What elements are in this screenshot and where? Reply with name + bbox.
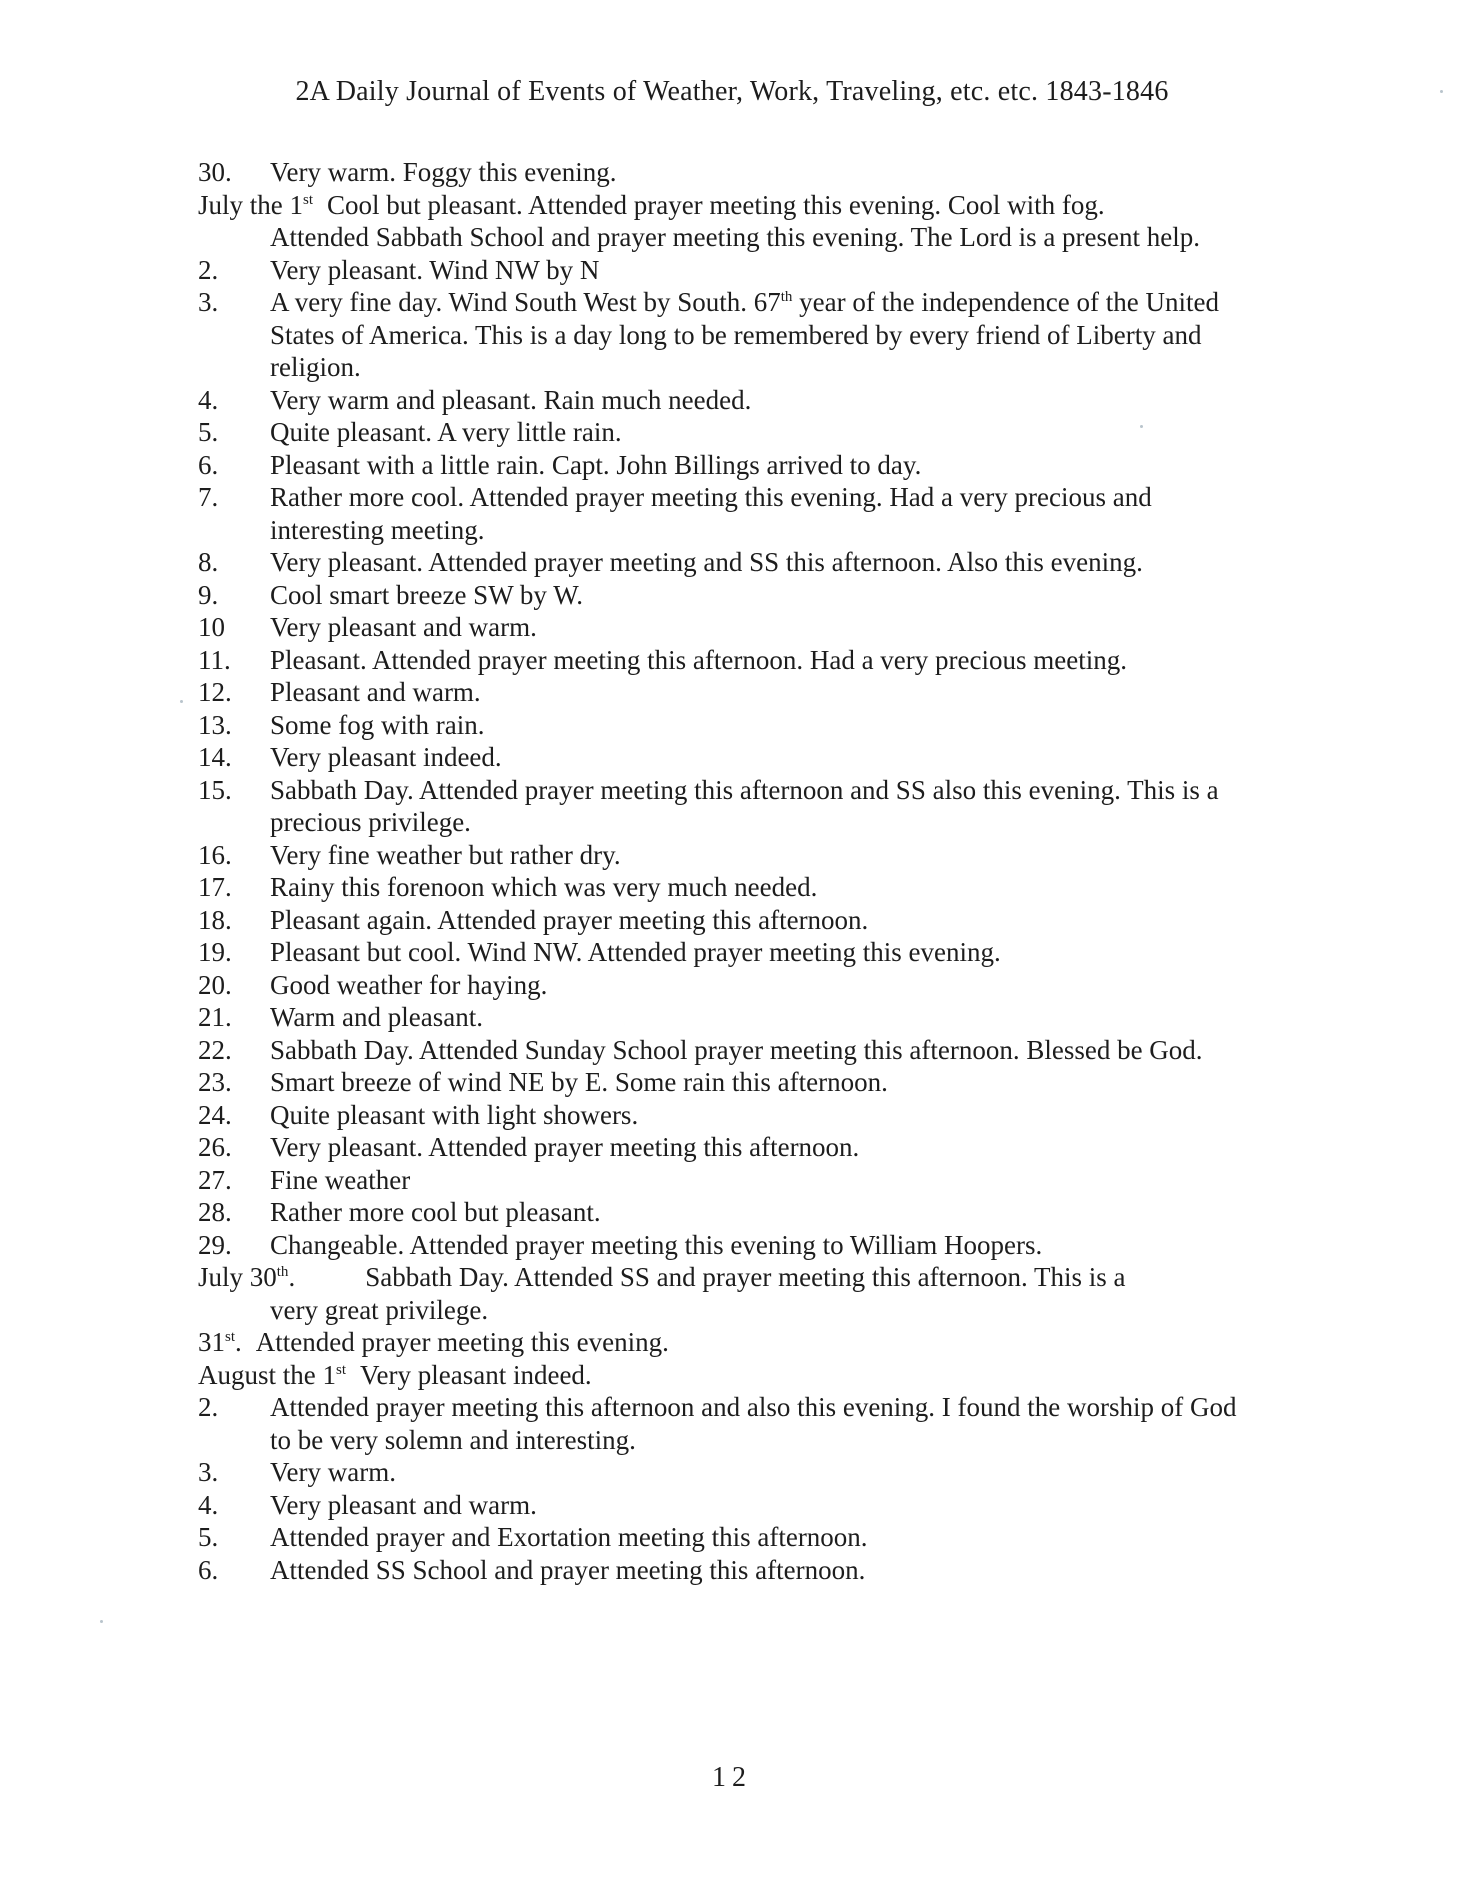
entry-text: Fine weather: [270, 1164, 411, 1195]
entry-august-5: [198, 1521, 1238, 1554]
entry-label: 13.: [198, 709, 232, 740]
entry-july-8: [198, 546, 1238, 579]
entry-august-1: [198, 1359, 1238, 1392]
entry-label: 11.: [198, 644, 231, 675]
entry-text: Very pleasant. Attended prayer meeting this afternoon.: [270, 1132, 860, 1162]
entry-text: Very warm.: [270, 1457, 396, 1487]
entry-july-17: [198, 871, 1238, 904]
entry-text: Very pleasant. Attended prayer meeting and SS this afternoon. Also this evening.: [270, 547, 1143, 577]
entry-text: Attended SS School and prayer meeting this afternoon.: [270, 1554, 866, 1585]
scan-speck: [1140, 425, 1143, 428]
entry-july-27: [198, 1164, 1238, 1197]
entry-july-18: [198, 904, 1238, 937]
entry-text: Warm and pleasant.: [270, 1002, 483, 1032]
entry-label: 4.: [198, 1489, 219, 1520]
entry-label: [198, 1360, 346, 1390]
entry-label: 17.: [198, 872, 232, 902]
entry-july-29: [198, 1229, 1238, 1262]
entry-july-11: [198, 644, 1238, 677]
entry-july-22: [198, 1034, 1238, 1067]
entry-july-13: [198, 709, 1238, 742]
entry-text: Very pleasant indeed.: [360, 1359, 592, 1390]
entry-label: 23.: [198, 1067, 232, 1097]
entry-label: [198, 1327, 242, 1357]
entry-text: Cool smart breeze SW by W.: [270, 579, 583, 610]
entry-text: Changeable. Attended prayer meeting this evening to William Hoopers.: [270, 1229, 1043, 1260]
entry-label: 7.: [198, 482, 219, 512]
entry-text: A very fine day. Wind South West by South. 67: [270, 287, 781, 317]
entry-text: Attended prayer meeting this evening.: [255, 1327, 669, 1357]
entry-july-15: [198, 774, 1238, 839]
entry-label-sup: st: [303, 191, 314, 208]
entry-label: 26.: [198, 1132, 232, 1162]
entry-july-2: [198, 254, 1238, 287]
entry-label: 6.: [198, 1554, 219, 1585]
entry-july-26: [198, 1131, 1238, 1164]
entry-text: Pleasant but cool. Wind NW. Attended prayer meeting this evening.: [270, 937, 1001, 967]
entry-july-31: [198, 1326, 1238, 1359]
entry-august-2: [198, 1391, 1238, 1456]
scan-speck: [180, 700, 183, 703]
entry-text: Good weather for haying.: [270, 969, 548, 1000]
entry-label-sup: st: [336, 1361, 347, 1378]
entry-text-rest: year of the independence of the United States of America. This is a day long to be remembered by every friend of Liberty and religion.: [270, 287, 1219, 382]
scan-speck: [1440, 90, 1443, 93]
entry-july-9: [198, 579, 1238, 612]
entry-label: 16.: [198, 839, 232, 870]
entry-label: 12.: [198, 677, 232, 707]
page-title: 2A Daily Journal of Events of Weather, Work, Traveling, etc. etc. 1843-1846: [295, 76, 1169, 107]
entry-label: 30.: [198, 157, 232, 187]
entry-label: 5.: [198, 417, 219, 447]
entry-july-19: [198, 936, 1238, 969]
entry-label: [198, 1262, 295, 1292]
entry-july-3: [198, 286, 1238, 384]
entry-text: Sabbath Day. Attended prayer meeting this afternoon and SS also this evening. This is a precious privilege.: [270, 774, 1219, 837]
entry-label-sup: st: [225, 1329, 236, 1345]
entry-text: Sabbath Day. Attended SS and prayer meeting this afternoon. This is a: [365, 1262, 1126, 1292]
entry-text: Pleasant again. Attended prayer meeting this afternoon.: [270, 904, 869, 935]
entry-text: Very pleasant and warm.: [270, 612, 537, 642]
entry-label: 3.: [198, 1457, 219, 1487]
entry-label: [198, 190, 313, 220]
entry-july-16: [198, 839, 1238, 872]
entry-text: Rainy this forenoon which was very much needed.: [270, 872, 818, 902]
entry-label: 18.: [198, 904, 232, 935]
entry-text: Sabbath Day. Attended Sunday School prayer meeting this afternoon. Blessed be God.: [270, 1034, 1203, 1065]
entry-text: Quite pleasant with light showers.: [270, 1099, 639, 1130]
entry-label: 8.: [198, 547, 219, 577]
entry-text: Very warm. Foggy this evening.: [270, 157, 617, 187]
scan-speck: [100, 1620, 103, 1623]
entry-label: 9.: [198, 579, 219, 610]
entry-text: Smart breeze of wind NE by E. Some rain this afternoon.: [270, 1067, 888, 1097]
entry-label: 27.: [198, 1164, 232, 1195]
entry-text: Quite pleasant. A very little rain.: [270, 417, 622, 447]
entry-label: 6.: [198, 449, 219, 480]
page-number: 12: [712, 1762, 752, 1793]
entry-label-suffix: .: [235, 1327, 242, 1357]
entry-continuation: Attended Sabbath School and prayer meeting this evening. The Lord is a present help.: [270, 222, 1201, 252]
entry-july-4: [198, 384, 1238, 417]
entry-label: 20.: [198, 969, 232, 1000]
entry-label: 3.: [198, 287, 219, 317]
entry-august-4: [198, 1489, 1238, 1522]
entry-july-10: [198, 611, 1238, 644]
entry-label-suffix: .: [288, 1262, 296, 1292]
entry-july-23: [198, 1066, 1238, 1099]
entry-july-7: [198, 481, 1238, 546]
entry-label: 2.: [198, 254, 219, 285]
entry-label-text: July 30: [198, 1262, 277, 1292]
entry-text: Attended prayer meeting this afternoon and also this evening. I found the worship of God to be very solemn and interesting.: [270, 1392, 1237, 1455]
entry-label-text: July the 1: [198, 189, 303, 220]
entry-text: Pleasant. Attended prayer meeting this afternoon. Had a very precious meeting.: [270, 644, 1127, 675]
entry-text: Very pleasant indeed.: [270, 742, 502, 772]
entry-label: 19.: [198, 937, 232, 967]
entry-july-12: [198, 676, 1238, 709]
entry-june-30: [198, 156, 1238, 189]
entry-label: 28.: [198, 1197, 232, 1227]
entry-continuation: very great privilege.: [270, 1294, 489, 1325]
entry-label: 22.: [198, 1034, 232, 1065]
entry-july-21: [198, 1001, 1238, 1034]
entry-label: 10: [198, 612, 225, 642]
entry-text: Some fog with rain.: [270, 709, 485, 740]
entry-july-30: [198, 1261, 1238, 1326]
entry-text-sup: th: [780, 289, 793, 305]
entry-label: 21.: [198, 1002, 232, 1032]
entry-july-14: [198, 741, 1238, 774]
entry-label: 29.: [198, 1229, 232, 1260]
entry-text: Pleasant and warm.: [270, 677, 481, 707]
entry-text: Very pleasant. Wind NW by N: [270, 254, 600, 285]
entry-label: 14.: [198, 742, 232, 772]
entry-text: Cool but pleasant. Attended prayer meeting this evening. Cool with fog.: [327, 189, 1105, 220]
entry-july-20: [198, 969, 1238, 1002]
entry-label: 15.: [198, 774, 232, 805]
journal-entries: [198, 156, 1238, 1586]
entry-text: Rather more cool. Attended prayer meeting this evening. Had a very precious and interesting meeting.: [270, 482, 1152, 545]
entry-august-3: [198, 1456, 1238, 1489]
entry-text: Attended prayer and Exortation meeting this afternoon.: [270, 1522, 868, 1552]
entry-july-1: [198, 189, 1238, 254]
entry-july-24: [198, 1099, 1238, 1132]
entry-label-text: 31: [198, 1327, 225, 1357]
entry-july-5: [198, 416, 1238, 449]
entry-label: 5.: [198, 1522, 219, 1552]
entry-label: 2.: [198, 1392, 219, 1422]
entry-august-6: [198, 1554, 1238, 1587]
entry-label: 24.: [198, 1099, 232, 1130]
entry-label: 4.: [198, 384, 219, 415]
entry-july-28: [198, 1196, 1238, 1229]
entry-text: Very pleasant and warm.: [270, 1489, 537, 1520]
entry-text: Very fine weather but rather dry.: [270, 839, 621, 870]
entry-text: Very warm and pleasant. Rain much needed.: [270, 384, 752, 415]
entry-text: Pleasant with a little rain. Capt. John Billings arrived to day.: [270, 449, 922, 480]
entry-label-text: August the 1: [198, 1359, 336, 1390]
entry-label-sup: th: [276, 1264, 289, 1280]
entry-july-6: [198, 449, 1238, 482]
entry-text: Rather more cool but pleasant.: [270, 1197, 601, 1227]
